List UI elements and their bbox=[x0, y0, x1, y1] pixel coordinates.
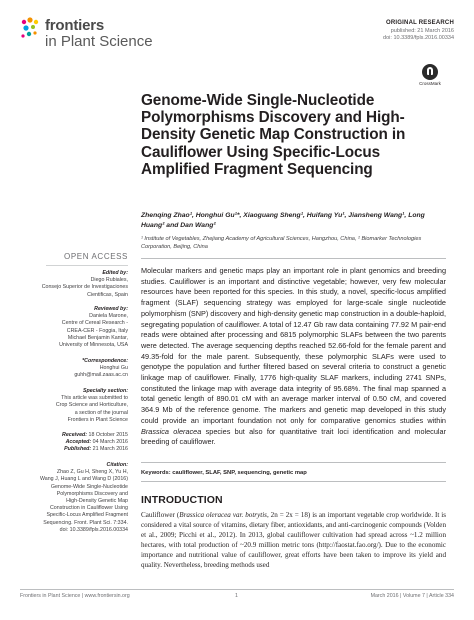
abstract bbox=[141, 266, 446, 448]
specialty-section bbox=[36, 388, 128, 424]
journal-brand: frontiers bbox=[45, 17, 105, 34]
citation-label: Citation: bbox=[106, 462, 128, 468]
citation-line: Polymorphisms Discovery and bbox=[56, 490, 128, 497]
paper-title: Genome-Wide Single-Nucleotide Polymorphisms Discovery and High-Density Genetic Map Construction in Cauliflower Using Specific-Locus Amplified Fragment Sequencing bbox=[141, 92, 406, 178]
editor-line: Diego Rubiales, bbox=[90, 277, 128, 284]
received-label: Received: bbox=[62, 432, 88, 438]
citation-line: Sequencing. Front. Plant Sci. 7:334. bbox=[43, 519, 128, 526]
citation-line: Construction in Cauliflower Using bbox=[49, 505, 128, 512]
reviewed-label: Reviewed by: bbox=[94, 306, 128, 312]
edited-label: Edited by: bbox=[102, 270, 128, 276]
keywords: Keywords: cauliflower, SLAF, SNP, sequencing, genetic map bbox=[141, 470, 307, 476]
editor-line: Consejo Superior de Investigaciones bbox=[41, 284, 128, 291]
citation-line: High-Density Genetic Map bbox=[66, 498, 128, 505]
specialty-line: Crop Science and Horticulture, bbox=[55, 402, 128, 409]
citation-line[interactable]: doi: 10.3389/fpls.2016.00334 bbox=[59, 526, 128, 533]
page-number: 1 bbox=[235, 593, 238, 599]
abstract-species: Brassica oleracea bbox=[141, 426, 202, 436]
footer-journal[interactable]: Frontiers in Plant Science | www.frontiersin.org bbox=[20, 593, 130, 599]
footer-divider bbox=[20, 589, 454, 590]
corresponding-email[interactable]: guhh@mail.zaas.ac.cn bbox=[74, 372, 128, 379]
citation-line: Specific-Locus Amplified Fragment bbox=[46, 512, 128, 519]
specialty-line: a section of the journal bbox=[74, 409, 128, 416]
crossmark-icon bbox=[422, 64, 438, 80]
reviewer-line: CREA-CER - Foggia, Italy bbox=[66, 327, 128, 334]
divider bbox=[141, 462, 446, 463]
section-heading: INTRODUCTION bbox=[141, 494, 223, 506]
published-date: published: 21 March 2016 bbox=[390, 27, 454, 34]
citation-line: Genome-Wide Single-Nucleotide bbox=[50, 483, 128, 490]
accepted-label: Accepted: bbox=[65, 439, 92, 446]
reviewer-line: Daniela Marone, bbox=[89, 313, 128, 320]
crossmark-badge[interactable] bbox=[418, 64, 442, 86]
intro-paragraph bbox=[141, 510, 446, 570]
corresponding-author: Honghui Gu bbox=[99, 365, 128, 372]
specialty-line: This article was submitted to bbox=[61, 395, 128, 402]
edited-by bbox=[36, 270, 128, 299]
open-access-label: OPEN ACCESS bbox=[64, 252, 128, 261]
specialty-label: Specialty section: bbox=[82, 388, 128, 394]
intro-text-cont: , 2n = 2x = 18) is an important vegetable crop worldwide. It is considered a vital source of vitamins, dietary fiber, antioxidants, and anti-carcinogenic compounds (Volden et al., 2009; Picchi et al., 2012). In 2013, global cauliflower cultivation had spread across ~1.2 million hectares, with total production of ~20.9 million metric tons (http://faostat.fao.org/). Due to the economic importance and nutritional value of cauliflower, great efforts have been taken to improve its yield and quality. Nevertheless, breeding methods used bbox=[141, 511, 446, 569]
doi[interactable]: doi: 10.3389/fpls.2016.00334 bbox=[383, 35, 454, 41]
divider bbox=[141, 258, 446, 259]
editor-line: Cientificas, Spain bbox=[87, 291, 128, 298]
divider bbox=[141, 481, 446, 482]
correspondence bbox=[36, 358, 128, 380]
author-list: Zhenqing Zhao¹, Honghui Gu¹*, Xiaoguang Sheng¹, Huifang Yu¹, Jiansheng Wang¹, Long Huang² and Dan Wang² bbox=[141, 212, 425, 229]
abstract-text: Molecular markers and genetic maps play an important role in plant genomics and breeding studies. Cauliflower is an important and distinctive vegetable; however, very few molecular resources have been reported for this species. In this study, a novel, specific-locus amplified fragment (SLAF) sequencing strategy was employed for large-scale single nucleotide polymorphism (SNP) discovery and high-density genetic map construction in a double-haploid, segregating population of cauliflower. A total of 12.47 Gb raw data containing 77.92 M pair-end reads were obtained after processing and 6815 polymorphic SLAFs between the two parents were detected. The average sequencing depths reached 52.66-fold for the female parent and 49.35-fold for the male parent. Subsequently, these polymorphic SLAFs were used to genotype the population and further filtered based on several criteria to construct a genetic linkage map of cauliflower. Finally, 1776 high-quality SLAF markers, including 2741 SNPs, constituted the linkage map with average data integrity of 95.68%. The final map spanned a total genetic length of 890.01 cM with an average marker interval of 0.50 cM, and covered 364.9 Mb of the reference genome. The markers and genetic map developed in this study could provide an important foundation not only for comparative genomics studies within bbox=[141, 266, 446, 425]
citation-line: Wang J, Huang L and Wang D (2016) bbox=[39, 476, 128, 483]
intro-text: Cauliflower ( bbox=[141, 511, 180, 519]
accepted-date: 04 March 2016 bbox=[92, 439, 128, 446]
affiliations: ¹ Institute of Vegetables, Zhejiang Academy of Agricultural Sciences, Hangzhou, China, ² Biomarker Technologies Corporation, Beijing, China bbox=[141, 236, 422, 250]
footer-volume: March 2016 | Volume 7 | Article 334 bbox=[370, 593, 454, 599]
reviewed-by bbox=[36, 306, 128, 349]
abstract-text-end: species but also for quantitative trait loci identification and molecular breeding of cauliflower. bbox=[141, 426, 447, 447]
divider bbox=[46, 265, 128, 266]
published-label: Published: bbox=[64, 446, 92, 453]
citation bbox=[36, 462, 128, 534]
citation-line: Zhao Z, Gu H, Sheng X, Yu H, bbox=[56, 469, 128, 476]
article-type: ORIGINAL RESEARCH bbox=[386, 20, 454, 26]
intro-species: Brassica oleracea var. botrytis bbox=[179, 511, 267, 519]
crossmark-label: CrossMark bbox=[419, 81, 441, 86]
article-meta bbox=[383, 20, 454, 43]
correspondence-label: *Correspondence: bbox=[82, 358, 128, 364]
dates bbox=[36, 432, 128, 454]
specialty-line: Frontiers in Plant Science bbox=[67, 416, 128, 423]
received-date: 18 October 2015 bbox=[88, 432, 128, 438]
reviewer-line: Centre of Cereal Research - bbox=[61, 320, 128, 327]
reviewer-line: University of Minnesota, USA bbox=[59, 342, 128, 349]
journal-name: in Plant Science bbox=[45, 33, 153, 50]
published-date-side: 21 March 2016 bbox=[92, 446, 128, 453]
reviewer-line: Michael Benjamin Kantar, bbox=[67, 334, 128, 341]
